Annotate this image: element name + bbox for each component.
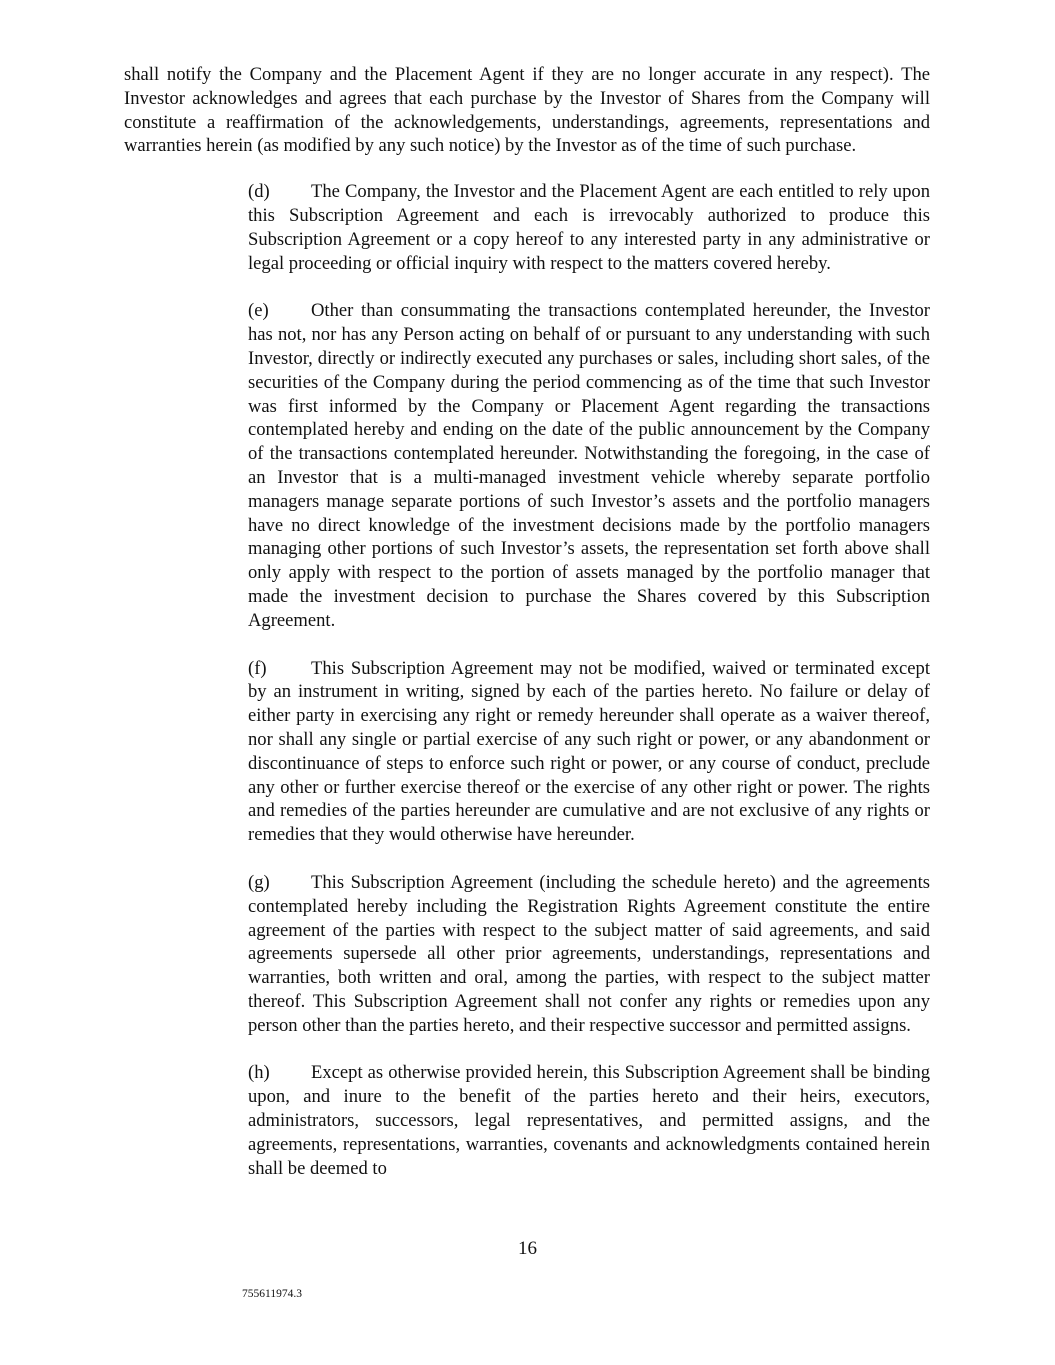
- section-h: [124, 1061, 930, 1180]
- section-g-text: This Subscription Agreement (including the schedule hereto) and the agreements contemplated hereby including the Registration Rights Agreement constitute the entire agreement of the parties with respect to the subject matter of said agreements, and said agreements supersede all other prior agreements, understandings, representations and warranties, both written and oral, among the parties, with respect to the subject matter thereof. This Subscription Agreement shall not confer any rights or remedies upon any person other than the parties hereto, and their respective successor and permitted assigns.: [248, 871, 930, 1036]
- continued-paragraph: shall notify the Company and the Placement Agent if they are no longer accurate in any respect). The Investor acknowledges and agrees that each purchase by the Investor of Shares from the Company will constitute a reaffirmation of the acknowledgements, understandings, agreements, representations and warranties herein (as modified by any such notice) by the Investor as of the time of such purchase.: [124, 64, 930, 157]
- section-e-text: Other than consummating the transactions contemplated hereunder, the Investor has not, nor has any Person acting on behalf of or pursuant to any understanding with such Investor, directly or indirectly executed any purchases or sales, including short sales, of the securities of the Company during the period commencing as of the time that such Investor was first informed by the Company or Placement Agent regarding the transactions contemplated hereby and ending on the date of the public announcement by the Company of the transactions contemplated hereunder. Notwithstanding the foregoing, in the case of an Investor that is a multi-managed investment vehicle whereby separate portfolio managers manage separate portions of such Investor’s assets and the portfolio managers have no direct knowledge of the investment decisions made by the portfolio managers managing other portions of such Investor’s assets, the representation set forth above shall only apply with respect to the portion of assets managed by the portfolio manager that made the investment decision to purchase the Shares covered by this Subscription Agreement.: [248, 300, 930, 631]
- section-g-label: (g): [248, 871, 270, 893]
- section-f-text: This Subscription Agreement may not be modified, waived or terminated except by an instrument in writing, signed by each of the parties hereto. No failure or delay of either party in exercising any right or remedy hereunder shall operate as a waiver thereof, nor shall any single or partial exercise of any such right or power, or any abandonment or discontinuance of steps to enforce such right or power, or any course of conduct, preclude any other or further exercise thereof or the exercise of any other right or power. The rights and remedies of the parties hereunder are cumulative and are not exclusive of any rights or remedies that they would otherwise have hereunder.: [248, 657, 930, 846]
- section-d-text: The Company, the Investor and the Placement Agent are each entitled to rely upon this Subscription Agreement and each is irrevocably authorized to produce this Subscription Agreement or a copy hereof to any interested party in any administrative or legal proceeding or official inquiry with respect to the matters covered hereby.: [248, 181, 930, 274]
- page-number: 16: [518, 1238, 537, 1259]
- section-d: [124, 180, 930, 275]
- section-f-label: (f): [248, 657, 267, 679]
- section-e: [124, 299, 930, 632]
- document-body: [124, 63, 930, 1204]
- section-g: [124, 871, 930, 1038]
- section-h-text: Except as otherwise provided herein, this Subscription Agreement shall be binding upon, and inure to the benefit of the parties hereto and their heirs, executors, administrators, successors, legal representatives, and permitted assigns, and the agreements, representations, warranties, covenants and acknowledgments contained herein shall be deemed to: [248, 1062, 930, 1179]
- section-f: [124, 657, 930, 847]
- section-e-label: (e): [248, 300, 269, 322]
- section-h-label: (h): [248, 1062, 270, 1084]
- document-id: 755611974.3: [242, 1288, 302, 1300]
- section-d-label: (d): [248, 181, 270, 203]
